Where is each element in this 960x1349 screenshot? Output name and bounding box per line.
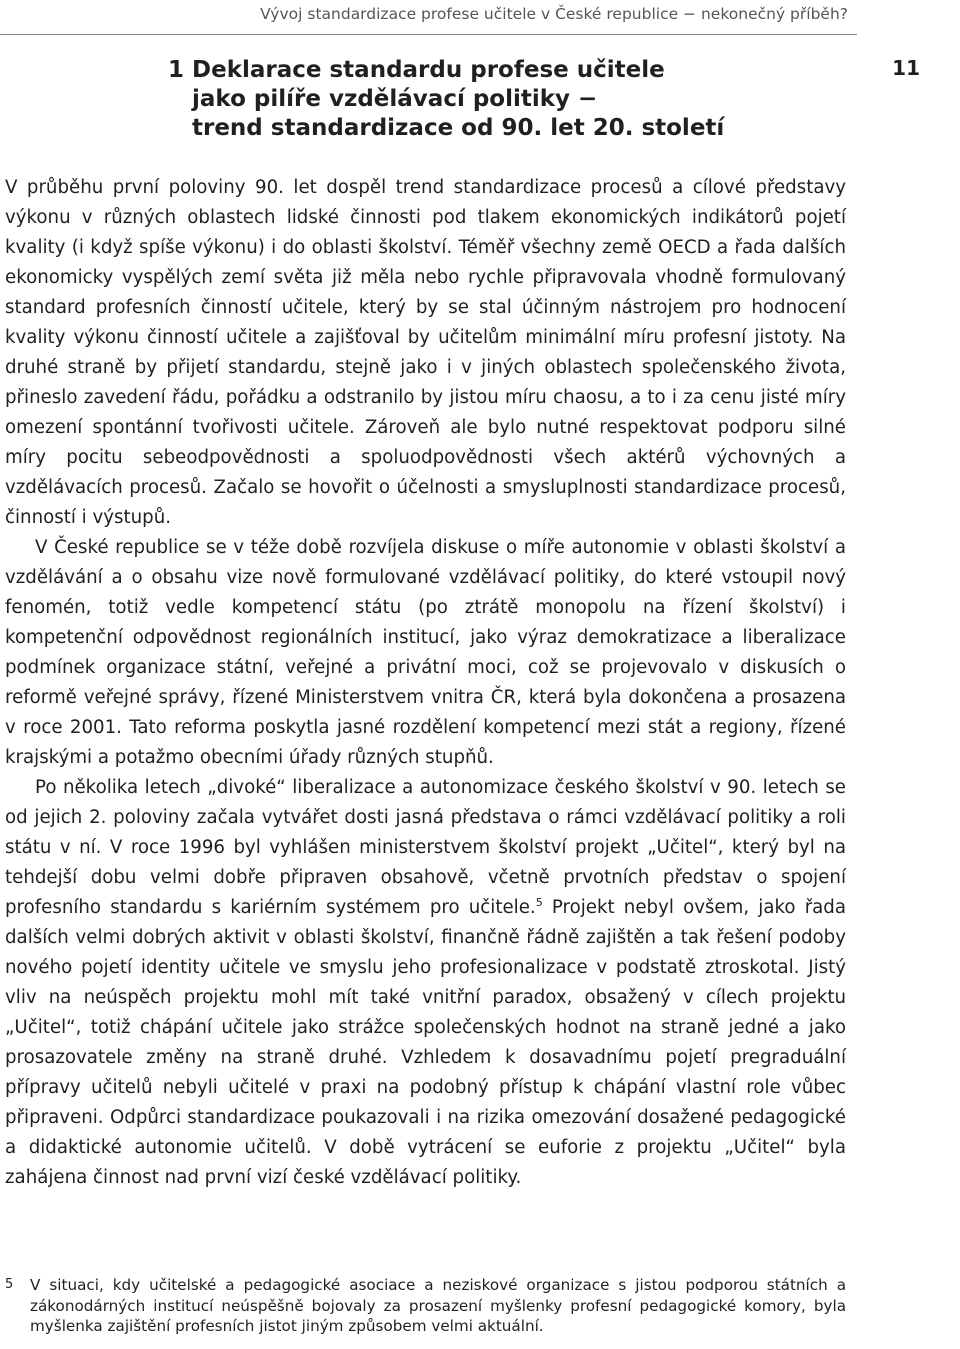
footnote [5,1275,846,1337]
chapter-heading [168,56,724,143]
chapter-heading-line-1 [168,56,724,85]
paragraph-3-part-2: Projekt nebyl ovšem, jako řada dalších velmi dobrých aktivit v oblasti školství, finančně řádně zajištěn a tak řešení podoby nového pojetí identity učitele ve smyslu jeho profesionalizace v podstatě ztroskotal. Jistý vliv na neúspěch projektu mohl mít také vnitřní paradox, obsažený v cílech projektu „Učitel“, totiž chápání učitele jako strážce společenských hodnot na straně jedné a jako prosazovatele změny na straně druhé. Vzhledem k dosavadnímu pojetí pregraduální přípravy učitelů nebyli učitelé v praxi na podobný přístup k chápání vlastní role vůbec připraveni. Odpůrci standardizace poukazovali i na rizika omezování dosažené pedagogické a didaktické autonomie učitelů. V době vytrácení se euforie z projektu „Učitel“ byla zahájena činnost nad první vizí české vzdělávací politiky. [5,897,847,1188]
chapter-title-line-2: jako pilíře vzdělávací politiky − [192,86,598,112]
chapter-number: 1 [168,57,185,83]
paragraph-3 [5,773,846,1193]
chapter-title-line-1: Deklarace standardu profese učitele [192,57,665,83]
footnote-reference[interactable]: 5 [535,896,543,909]
footnote-text: V situaci, kdy učitelské a pedagogické asociace a neziskové organizace s jistou podporou státních a zákonodárných institucí neúspěšně bojovaly za prosazení myšlenky profesní pedagogické komory, byla myšlenka zajištění profesních jistot jiným způsobem velmi aktuální. [30,1276,846,1335]
page-number: 11 [892,56,920,80]
paragraph-2: V České republice se v téže době rozvíjela diskuse o míře autonomie v oblasti školství a vzdělávání a o obsahu vize nově formulované vzdělávací politiky, do které vstoupil nový fenomén, totiž vedle kompetencí státu (po ztrátě monopolu na řízení školství) i kompetenční odpovědnost regionálních institucí, jako výraz demokratizace a liberalizace podmínek organizace státní, veřejné a privátní moci, což se projevovalo v diskusích o reformě veřejné správy, řízené Ministerstvem vnitra ČR, která byla dokončena a prosazena v roce 2001. Tato reforma poskytla jasné rozdělení kompetencí mezi stát a regiony, řízené krajskými a potažmo obecními úřady různých stupňů. [5,537,846,768]
paragraph-1: V průběhu první poloviny 90. let dospěl trend standardizace procesů a cílové představy výkonu v různých oblastech lidské činnosti pod tlakem ekonomických indikátorů pojetí kvality (i když spíše výkonu) i do oblasti školství. Téměř všechny země OECD a řada dalších ekonomicky vyspělých zemí světa již měla nebo rychle připravovala vhodně formulovaný standard profesních činností učitele, který by se stal účinným nástrojem pro hodnocení kvality výkonu činností učitele a zajišťoval by učitelům minimální míru profesní jistoty. Na druhé straně by přijetí standardu, stejně jako i v jiných oblastech společenského života, přineslo zavedení řádu, pořádku a odstranilo by jistou míru chaosu, a to i za cenu jisté míry omezení spontánní tvořivosti učitele. Zároveň ale bylo nutné respektovat podporu silné míry pocitu sebeodpovědnosti a spoluodpovědnosti všech aktérů výchovných a vzdělávacích procesů. Začalo se hovořit o účelnosti a smysluplnosti standardizace procesů, činností i výstupů. [5,177,846,528]
paragraph-3-part-1: Po několika letech „divoké“ liberalizace a autonomizace českého školství v 90. letech se od jejich 2. poloviny začala vytvářet dosti jasná představa o rámci vzdělávací politiky a roli státu v ní. V roce 1996 byl vyhlášen ministerstvem školství projekt „Učitel“, který byl na tehdejší dobu velmi dobře připraven obsahově, včetně prvotních představ o spojení profesního standardu s kariérním systémem pro učitele. [5,777,846,918]
footnote-mark: 5 [5,1277,14,1292]
header-rule [0,34,857,35]
running-header: Vývoj standardizace profese učitele v České republice − nekonečný příběh? [260,5,848,23]
chapter-title-line-3: trend standardizace od 90. let 20. století [192,115,725,141]
body-text [5,173,846,1193]
